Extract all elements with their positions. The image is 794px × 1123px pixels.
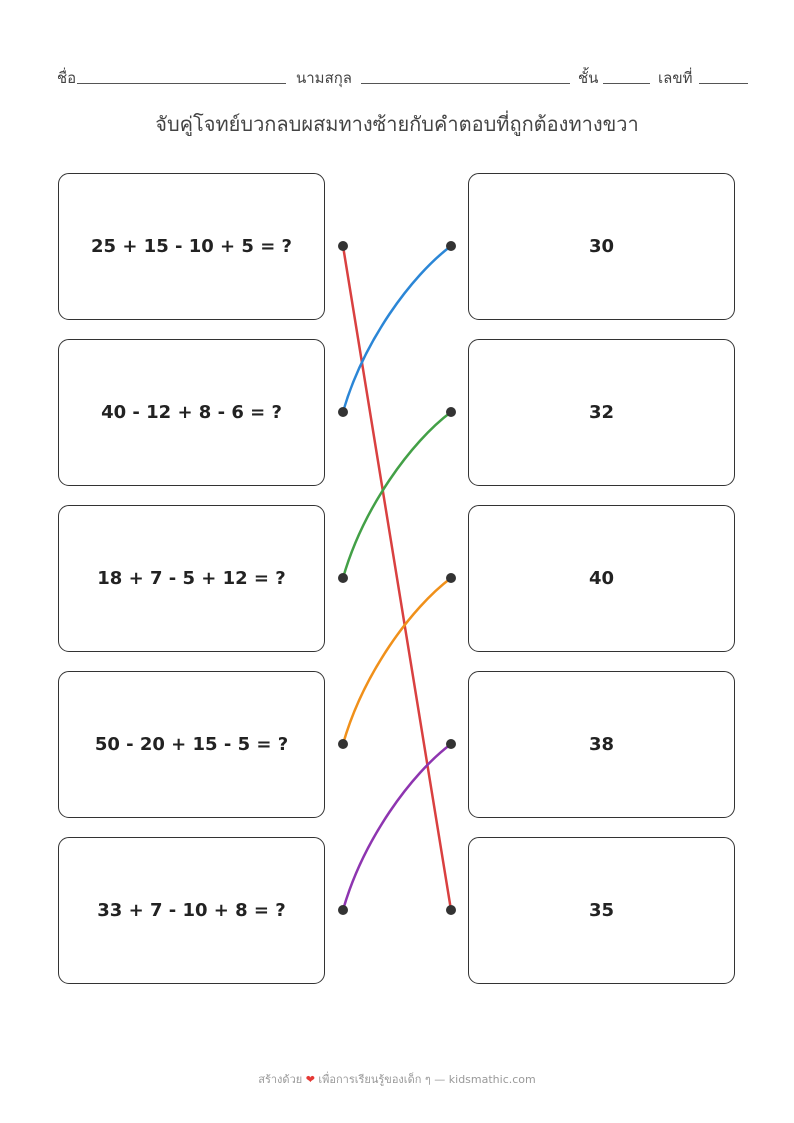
question-dot-2[interactable]	[338, 407, 348, 417]
question-dot-3[interactable]	[338, 573, 348, 583]
footer-tagline: เพื่อการเรียนรู้ของเด็ก ๆ — kidsmathic.com	[318, 1073, 536, 1086]
connection-line-3	[343, 412, 451, 578]
answer-dot-4[interactable]	[446, 739, 456, 749]
worksheet-title: จับคู่โจทย์บวกลบผสมทางซ้ายกับคำตอบที่ถูกต้องทางขวา	[155, 112, 639, 136]
connection-line-2	[343, 246, 451, 412]
answer-dot-3[interactable]	[446, 573, 456, 583]
heart-icon: ❤	[305, 1073, 315, 1086]
question-dot-1[interactable]	[338, 241, 348, 251]
footer	[0, 1070, 794, 1088]
question-text: 18 + 7 - 5 + 12 = ?	[97, 568, 286, 589]
footer-made-with: สร้างด้วย	[258, 1073, 303, 1086]
answer-dot-5[interactable]	[446, 905, 456, 915]
name-label: ชื่อ	[57, 69, 77, 87]
answer-text: 40	[588, 568, 615, 589]
question-dot-4[interactable]	[338, 739, 348, 749]
answer-text: 30	[588, 236, 615, 257]
question-text: 40 - 12 + 8 - 6 = ?	[101, 402, 282, 423]
question-text: 50 - 20 + 15 - 5 = ?	[94, 734, 289, 755]
answer-text: 32	[588, 402, 615, 423]
question-text: 33 + 7 - 10 + 8 = ?	[97, 900, 286, 921]
answer-text: 35	[588, 900, 615, 921]
connection-line-1	[343, 246, 451, 910]
answer-dot-2[interactable]	[446, 407, 456, 417]
question-text: 25 + 15 - 10 + 5 = ?	[91, 236, 292, 257]
surname-label: นามสกุล	[296, 69, 352, 87]
class-label: ชั้น	[578, 69, 599, 87]
answer-dot-1[interactable]	[446, 241, 456, 251]
connection-line-5	[343, 744, 451, 910]
number-label: เลขที่	[658, 69, 693, 87]
answer-text: 38	[588, 734, 615, 755]
question-dot-5[interactable]	[338, 905, 348, 915]
connection-line-4	[343, 578, 451, 744]
